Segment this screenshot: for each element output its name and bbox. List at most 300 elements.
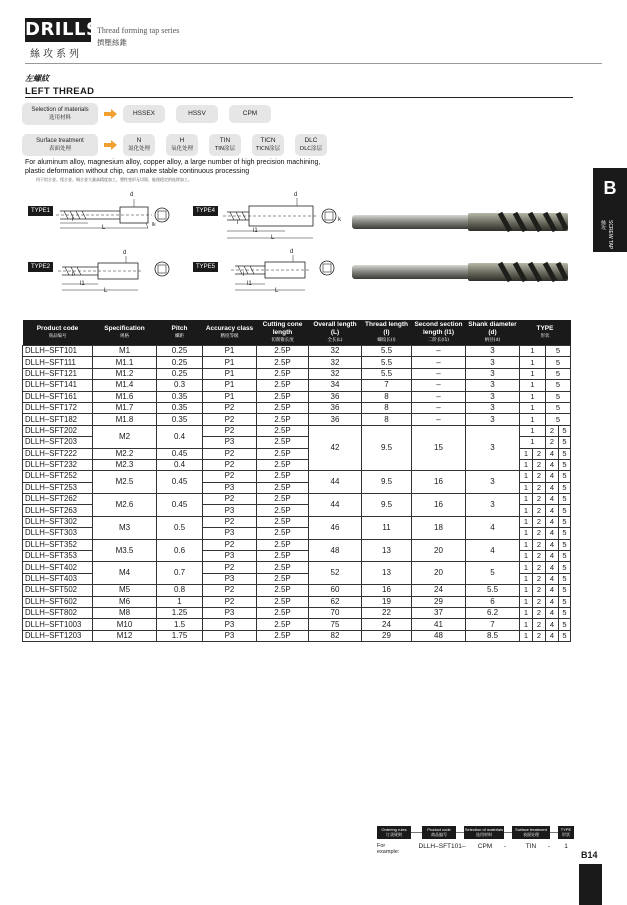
th-en: Shank diameter (d) bbox=[468, 321, 517, 336]
cell-type: 2 bbox=[533, 448, 546, 459]
cell-product-code: DLLH–SFT303 bbox=[23, 528, 93, 539]
order-box-cn: 商品编号 bbox=[431, 832, 447, 837]
dim-lk: lk bbox=[152, 222, 156, 228]
cell-product-code: DLLH–SFT302 bbox=[23, 516, 93, 527]
cell-second-section: 37 bbox=[412, 607, 466, 618]
cell-type: 5 bbox=[559, 494, 571, 505]
cell-product-code: DLLH–SFT141 bbox=[23, 380, 93, 391]
example-dash: - bbox=[503, 843, 507, 850]
cell-type: 1 bbox=[520, 585, 533, 596]
cell-second-section: 16 bbox=[412, 494, 466, 517]
cell-type: 5 bbox=[559, 471, 571, 482]
cell-accuracy: P2 bbox=[203, 459, 257, 470]
cell-accuracy: P3 bbox=[203, 505, 257, 516]
cell-second-section: 16 bbox=[412, 471, 466, 494]
cell-type: 2 bbox=[533, 528, 546, 539]
cell-cone-length: 2.5P bbox=[257, 437, 309, 448]
type4-diagram bbox=[193, 192, 348, 245]
cell-cone-length: 2.5P bbox=[257, 551, 309, 562]
cell-pitch: 0.3 bbox=[157, 380, 203, 391]
cell-type: 5 bbox=[546, 346, 571, 357]
order-box-materials bbox=[464, 826, 504, 839]
cell-type: 5 bbox=[559, 539, 571, 550]
cell-shank-diameter: 3 bbox=[466, 425, 520, 471]
cell-specification: M1.2 bbox=[93, 368, 157, 379]
cell-overall-length: 36 bbox=[309, 391, 362, 402]
cell-type: 5 bbox=[559, 437, 571, 448]
connector bbox=[411, 832, 422, 833]
th-en: Overall length (L) bbox=[313, 321, 357, 336]
table-row bbox=[23, 539, 571, 550]
table-row bbox=[23, 346, 571, 357]
cell-type: 1 bbox=[520, 380, 546, 391]
section-title-en: LEFT THREAD bbox=[25, 86, 95, 97]
cell-type: 1 bbox=[520, 346, 546, 357]
material-option: HSSV bbox=[176, 105, 218, 123]
cell-type: 4 bbox=[546, 459, 559, 470]
cell-pitch: 0.6 bbox=[157, 539, 203, 562]
cell-overall-length: 62 bbox=[309, 596, 362, 607]
cell-specification: M5 bbox=[93, 585, 157, 596]
order-box-cn: 形状 bbox=[562, 832, 570, 837]
cell-pitch: 1.5 bbox=[157, 619, 203, 630]
cell-type: 5 bbox=[559, 607, 571, 618]
th-cn: 形状 bbox=[540, 334, 550, 339]
th-en: Specification bbox=[104, 325, 145, 332]
cell-type: 1 bbox=[520, 619, 533, 630]
th-en: TYPE bbox=[536, 325, 554, 332]
description-cn: 用于铝合金、镁合金、铜合金大量高精度加工，塑性变形无切屑，能使稳定的连续加工。 bbox=[36, 177, 192, 182]
materials-label-cn: 选用材料 bbox=[48, 115, 71, 121]
th-overall-length bbox=[309, 320, 362, 346]
cell-type: 1 bbox=[520, 630, 533, 641]
cell-second-section: 41 bbox=[412, 619, 466, 630]
type5-diagram bbox=[193, 249, 348, 299]
cell-thread-length: 29 bbox=[362, 630, 412, 641]
dim-l: l bbox=[72, 272, 74, 278]
cell-product-code: DLLH–SFT353 bbox=[23, 551, 93, 562]
materials-row bbox=[22, 103, 282, 125]
th-product-code bbox=[23, 320, 93, 346]
cell-type: 4 bbox=[546, 539, 559, 550]
cell-product-code: DLLH–SFT161 bbox=[23, 391, 93, 402]
order-box-surface bbox=[512, 826, 550, 839]
cell-accuracy: P2 bbox=[203, 425, 257, 436]
cell-product-code: DLLH–SFT101 bbox=[23, 346, 93, 357]
cell-thread-length: 7 bbox=[362, 380, 412, 391]
cell-shank-diameter: 3 bbox=[466, 391, 520, 402]
cell-type: 1 bbox=[520, 448, 533, 459]
cell-cone-length: 2.5P bbox=[257, 630, 309, 641]
cell-type: 4 bbox=[546, 573, 559, 584]
cell-accuracy: P3 bbox=[203, 437, 257, 448]
cell-second-section: 29 bbox=[412, 596, 466, 607]
cell-type: 2 bbox=[533, 630, 546, 641]
type5-label: TYPE5 bbox=[193, 262, 218, 272]
cell-product-code: DLLH–SFT232 bbox=[23, 459, 93, 470]
cell-type: 2 bbox=[533, 505, 546, 516]
chapter-title-cn: 絲攻 bbox=[600, 220, 606, 230]
page-number: B14 bbox=[581, 850, 598, 860]
order-box-en: Ordering rules bbox=[381, 827, 407, 832]
cell-cone-length: 2.5P bbox=[257, 448, 309, 459]
cell-overall-length: 36 bbox=[309, 402, 362, 413]
th-accuracy bbox=[203, 320, 257, 346]
cell-accuracy: P3 bbox=[203, 482, 257, 493]
order-box-rules bbox=[377, 826, 411, 839]
cell-thread-length: 5.5 bbox=[362, 357, 412, 368]
tap-product-photo bbox=[350, 203, 570, 283]
th-cn: 螺纹长(l) bbox=[377, 338, 396, 343]
cell-pitch: 0.35 bbox=[157, 402, 203, 413]
cell-thread-length: 5.5 bbox=[362, 368, 412, 379]
table-row bbox=[23, 619, 571, 630]
description-line-1: For aluminum alloy, magnesium alloy, copper alloy, a large number of high precision machining, bbox=[25, 159, 321, 166]
cell-type: 1 bbox=[520, 516, 533, 527]
cell-accuracy: P1 bbox=[203, 391, 257, 402]
cell-cone-length: 2.5P bbox=[257, 585, 309, 596]
cell-type: 5 bbox=[546, 414, 571, 425]
type2-diagram bbox=[28, 250, 188, 299]
dim-d: d bbox=[130, 192, 134, 198]
th-specification bbox=[93, 320, 157, 346]
cell-overall-length: 60 bbox=[309, 585, 362, 596]
order-box-product-code bbox=[422, 826, 456, 839]
cell-type: 5 bbox=[546, 380, 571, 391]
cell-type: 4 bbox=[546, 471, 559, 482]
cell-product-code: DLLH–SFT502 bbox=[23, 585, 93, 596]
cell-type: 4 bbox=[546, 516, 559, 527]
cell-second-section: 20 bbox=[412, 539, 466, 562]
cell-type: 2 bbox=[546, 437, 559, 448]
cell-shank-diameter: 5.5 bbox=[466, 585, 520, 596]
cell-pitch: 0.4 bbox=[157, 459, 203, 470]
cell-second-section: 15 bbox=[412, 425, 466, 471]
cell-product-code: DLLH–SFT172 bbox=[23, 402, 93, 413]
order-box-cn: 选用材料 bbox=[476, 832, 492, 837]
cell-type: 1 bbox=[520, 528, 533, 539]
cell-accuracy: P2 bbox=[203, 596, 257, 607]
tap-drawing bbox=[28, 254, 188, 299]
cell-thread-length: 9.5 bbox=[362, 425, 412, 471]
surface-option-code: N bbox=[136, 137, 142, 144]
th-pitch bbox=[157, 320, 203, 346]
table-row bbox=[23, 357, 571, 368]
cell-thread-length: 8 bbox=[362, 391, 412, 402]
cell-overall-length: 34 bbox=[309, 380, 362, 391]
arrow-right-icon bbox=[104, 109, 117, 119]
table-row bbox=[23, 402, 571, 413]
dim-l: l bbox=[72, 217, 74, 223]
table-row bbox=[23, 585, 571, 596]
cell-product-code: DLLH–SFT252 bbox=[23, 471, 93, 482]
cell-accuracy: P3 bbox=[203, 607, 257, 618]
cell-specification: M2.2 bbox=[93, 448, 157, 459]
cell-cone-length: 2.5P bbox=[257, 391, 309, 402]
cell-accuracy: P3 bbox=[203, 551, 257, 562]
surface-option bbox=[123, 134, 155, 156]
cell-type: 5 bbox=[559, 630, 571, 641]
surface-option-code: DLC bbox=[304, 137, 318, 144]
cell-cone-length: 2.5P bbox=[257, 619, 309, 630]
th-cn: 螺距 bbox=[175, 334, 184, 339]
cell-specification: M6 bbox=[93, 596, 157, 607]
cell-type: 2 bbox=[533, 482, 546, 493]
th-cn: 规格 bbox=[120, 334, 129, 339]
th-thread-length bbox=[362, 320, 412, 346]
cell-type: 2 bbox=[533, 494, 546, 505]
table-row bbox=[23, 471, 571, 482]
cell-type: 2 bbox=[533, 551, 546, 562]
surface-option-cn: 氮化处理 bbox=[127, 146, 150, 152]
table-row bbox=[23, 562, 571, 573]
cell-overall-length: 36 bbox=[309, 414, 362, 425]
surface-option-code: H bbox=[179, 137, 185, 144]
series-title-en: Thread forming tap series bbox=[97, 26, 180, 35]
th-cn: 柄径(d) bbox=[484, 338, 501, 343]
cell-second-section: – bbox=[412, 414, 466, 425]
cell-accuracy: P1 bbox=[203, 380, 257, 391]
type4-label: TYPE4 bbox=[193, 206, 218, 216]
cell-thread-length: 19 bbox=[362, 596, 412, 607]
cell-specification: M1.6 bbox=[93, 391, 157, 402]
cell-cone-length: 2.5P bbox=[257, 414, 309, 425]
cell-product-code: DLLH–SFT1003 bbox=[23, 619, 93, 630]
cell-second-section: 20 bbox=[412, 562, 466, 585]
table-row bbox=[23, 494, 571, 505]
order-box-cn: 表面处理 bbox=[523, 832, 539, 837]
cell-cone-length: 2.5P bbox=[257, 425, 309, 436]
cell-accuracy: P2 bbox=[203, 448, 257, 459]
th-en: Accuracy class bbox=[205, 325, 254, 332]
th-cn: 精度等级 bbox=[220, 334, 239, 339]
connector bbox=[504, 832, 512, 833]
cell-cone-length: 2.5P bbox=[257, 380, 309, 391]
cell-pitch: 0.4 bbox=[157, 425, 203, 448]
cell-pitch: 0.35 bbox=[157, 391, 203, 402]
cell-product-code: DLLH–SFT203 bbox=[23, 437, 93, 448]
dim-k: k bbox=[338, 217, 341, 223]
th-cn: 商品编号 bbox=[48, 334, 67, 339]
cell-thread-length: 16 bbox=[362, 585, 412, 596]
example-material: CPM bbox=[477, 843, 493, 850]
order-box-en: Selection of materials bbox=[464, 827, 504, 832]
cell-product-code: DLLH–SFT262 bbox=[23, 494, 93, 505]
cell-type: 1 bbox=[520, 402, 546, 413]
table-row bbox=[23, 596, 571, 607]
cell-type: 5 bbox=[559, 516, 571, 527]
cell-shank-diameter: 3 bbox=[466, 368, 520, 379]
cell-type: 1 bbox=[520, 459, 533, 470]
surface-option-cn: TICN涂层 bbox=[256, 146, 280, 152]
arrow-right-icon bbox=[104, 140, 117, 150]
dim-d: d bbox=[294, 192, 298, 198]
table-row bbox=[23, 380, 571, 391]
cell-type: 5 bbox=[559, 505, 571, 516]
cell-type: 5 bbox=[559, 459, 571, 470]
cell-type: 1 bbox=[520, 539, 533, 550]
table-row bbox=[23, 368, 571, 379]
cell-shank-diameter: 3 bbox=[466, 380, 520, 391]
cell-type: 5 bbox=[546, 357, 571, 368]
cell-cone-length: 2.5P bbox=[257, 516, 309, 527]
cell-type: 5 bbox=[559, 528, 571, 539]
dim-L: L bbox=[102, 225, 106, 231]
th-en: Product code bbox=[36, 325, 79, 332]
th-cn: 二阶长(l1) bbox=[427, 338, 450, 343]
cell-pitch: 1 bbox=[157, 596, 203, 607]
cell-second-section: – bbox=[412, 368, 466, 379]
cell-overall-length: 82 bbox=[309, 630, 362, 641]
cell-cone-length: 2.5P bbox=[257, 459, 309, 470]
cell-shank-diameter: 3 bbox=[466, 471, 520, 494]
cell-type: 1 bbox=[520, 562, 533, 573]
cell-specification: M12 bbox=[93, 630, 157, 641]
cell-accuracy: P1 bbox=[203, 357, 257, 368]
cell-pitch: 0.25 bbox=[157, 357, 203, 368]
order-box-en: TYPE bbox=[560, 827, 572, 832]
cell-product-code: DLLH–SFT403 bbox=[23, 573, 93, 584]
surface-option bbox=[252, 134, 284, 156]
cell-shank-diameter: 3 bbox=[466, 402, 520, 413]
dim-l1: l1 bbox=[247, 281, 252, 287]
th-en: Thread length (l) bbox=[365, 321, 408, 336]
surface-option-cn: TIN涂层 bbox=[214, 146, 236, 152]
cell-type: 5 bbox=[559, 425, 571, 436]
surface-label-cn: 表面处理 bbox=[48, 146, 71, 152]
cell-shank-diameter: 3 bbox=[466, 346, 520, 357]
dim-l: l bbox=[243, 272, 245, 278]
cell-pitch: 1.75 bbox=[157, 630, 203, 641]
cell-shank-diameter: 6 bbox=[466, 596, 520, 607]
cell-pitch: 0.25 bbox=[157, 346, 203, 357]
description-line-2: plastic deformation without chip, can make stable continuous processing bbox=[25, 168, 250, 175]
cell-overall-length: 46 bbox=[309, 516, 362, 539]
type2-label: TYPE2 bbox=[28, 262, 53, 272]
cell-product-code: DLLH–SFT352 bbox=[23, 539, 93, 550]
cell-cone-length: 2.5P bbox=[257, 482, 309, 493]
cell-product-code: DLLH–SFT182 bbox=[23, 414, 93, 425]
cell-pitch: 0.45 bbox=[157, 448, 203, 459]
example-label: For example: bbox=[377, 843, 400, 855]
cell-shank-diameter: 3 bbox=[466, 357, 520, 368]
cell-second-section: 18 bbox=[412, 516, 466, 539]
cell-cone-length: 2.5P bbox=[257, 494, 309, 505]
cell-type: 1 bbox=[520, 505, 533, 516]
cell-specification: M1.8 bbox=[93, 414, 157, 425]
cell-type: 2 bbox=[533, 619, 546, 630]
cell-specification: M8 bbox=[93, 607, 157, 618]
cell-accuracy: P1 bbox=[203, 346, 257, 357]
cell-type: 2 bbox=[533, 573, 546, 584]
example-type: 1 bbox=[564, 843, 568, 850]
cell-cone-length: 2.5P bbox=[257, 596, 309, 607]
cell-second-section: – bbox=[412, 402, 466, 413]
table-row bbox=[23, 425, 571, 436]
cell-cone-length: 2.5P bbox=[257, 357, 309, 368]
cell-type: 5 bbox=[559, 573, 571, 584]
cell-cone-length: 2.5P bbox=[257, 346, 309, 357]
cell-product-code: DLLH–SFT1203 bbox=[23, 630, 93, 641]
cell-specification: M1.4 bbox=[93, 380, 157, 391]
cell-shank-diameter: 5 bbox=[466, 562, 520, 585]
dim-l1: l1 bbox=[253, 228, 258, 234]
cell-type: 2 bbox=[533, 562, 546, 573]
material-option: HSSEX bbox=[123, 105, 165, 123]
example-surface: TIN bbox=[525, 843, 537, 850]
cell-overall-length: 42 bbox=[309, 425, 362, 471]
cell-thread-length: 24 bbox=[362, 619, 412, 630]
cell-type: 4 bbox=[546, 551, 559, 562]
cell-product-code: DLLH–SFT111 bbox=[23, 357, 93, 368]
materials-label bbox=[22, 103, 98, 125]
cell-accuracy: P3 bbox=[203, 619, 257, 630]
cell-thread-length: 8 bbox=[362, 402, 412, 413]
surface-label-en: Surface treatment bbox=[36, 138, 84, 144]
surface-option bbox=[209, 134, 241, 156]
cell-shank-diameter: 4 bbox=[466, 516, 520, 539]
cell-cone-length: 2.5P bbox=[257, 562, 309, 573]
cell-overall-length: 44 bbox=[309, 471, 362, 494]
cell-accuracy: P2 bbox=[203, 414, 257, 425]
tap-drawing bbox=[193, 254, 348, 299]
dim-d: d bbox=[123, 250, 127, 256]
cell-product-code: DLLH–SFT602 bbox=[23, 596, 93, 607]
cell-product-code: DLLH–SFT121 bbox=[23, 368, 93, 379]
cell-type: 1 bbox=[520, 391, 546, 402]
th-cn: 切削锥长度 bbox=[271, 338, 294, 343]
cell-accuracy: P3 bbox=[203, 573, 257, 584]
cell-type: 1 bbox=[520, 414, 546, 425]
cell-type: 1 bbox=[520, 551, 533, 562]
cell-pitch: 1.25 bbox=[157, 607, 203, 618]
cell-type: 1 bbox=[520, 573, 533, 584]
cell-accuracy: P2 bbox=[203, 471, 257, 482]
cell-cone-length: 2.5P bbox=[257, 528, 309, 539]
cell-overall-length: 44 bbox=[309, 494, 362, 517]
surface-option-code: TIN bbox=[219, 137, 231, 144]
cell-type: 5 bbox=[546, 368, 571, 379]
th-shank-diameter bbox=[466, 320, 520, 346]
th-type bbox=[520, 320, 571, 346]
cell-shank-diameter: 8.5 bbox=[466, 630, 520, 641]
cell-shank-diameter: 3 bbox=[466, 494, 520, 517]
cell-thread-length: 13 bbox=[362, 539, 412, 562]
brand-logo: DRILLS bbox=[25, 19, 100, 40]
cell-second-section: 24 bbox=[412, 585, 466, 596]
order-box-en: Product code bbox=[427, 827, 451, 832]
cell-type: 4 bbox=[546, 482, 559, 493]
table-header-row bbox=[23, 320, 571, 346]
cell-type: 5 bbox=[559, 596, 571, 607]
cell-specification: M3 bbox=[93, 516, 157, 539]
cell-type: 4 bbox=[546, 528, 559, 539]
cell-type: 1 bbox=[520, 437, 546, 448]
cell-type: 5 bbox=[559, 619, 571, 630]
cell-type: 4 bbox=[546, 562, 559, 573]
cell-second-section: – bbox=[412, 357, 466, 368]
cell-cone-length: 2.5P bbox=[257, 573, 309, 584]
dim-l1: l1 bbox=[80, 281, 85, 287]
cell-type: 5 bbox=[559, 562, 571, 573]
cell-type: 2 bbox=[533, 607, 546, 618]
header-divider bbox=[25, 63, 602, 64]
cell-shank-diameter: 7 bbox=[466, 619, 520, 630]
cell-overall-length: 70 bbox=[309, 607, 362, 618]
cell-specification: M2.6 bbox=[93, 494, 157, 517]
surface-row bbox=[22, 134, 338, 156]
cell-type: 2 bbox=[533, 539, 546, 550]
